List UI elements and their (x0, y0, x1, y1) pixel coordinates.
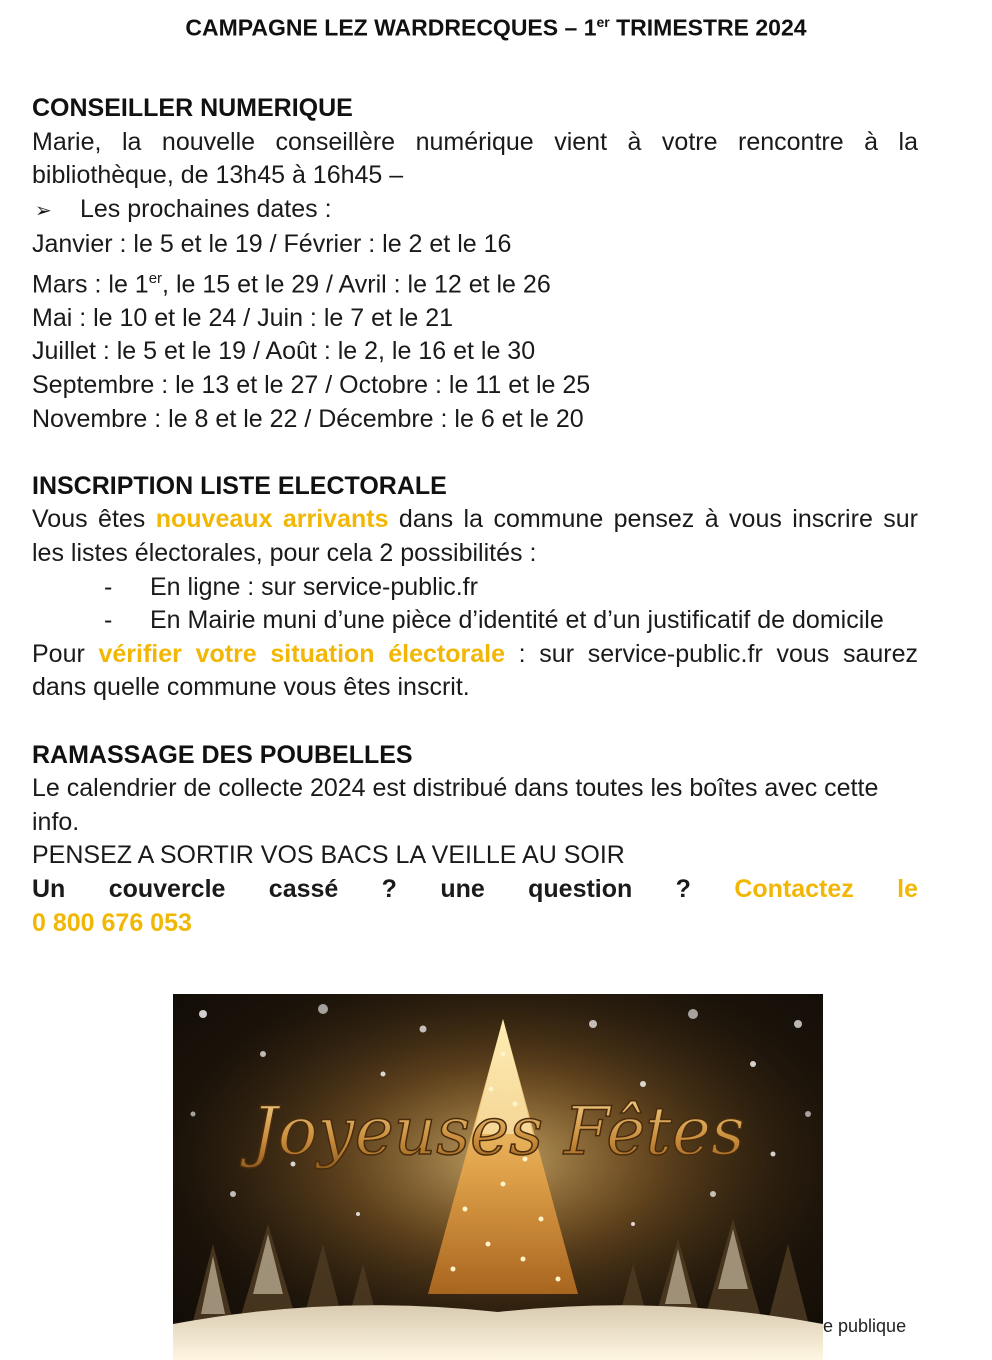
conseiller-intro: Marie, la nouvelle conseillère numérique vient à votre rencontre à la bibliothèque, de 13h45 à 16h45 – (32, 127, 918, 190)
dates-line-may-jun: Mai : le 10 et le 24 / Juin : le 7 et le 21 (32, 303, 454, 332)
highlight-nouveaux-arrivants: nouveaux arrivants (155, 505, 389, 534)
next-dates-label: Les prochaines dates : (80, 194, 332, 223)
contact-phone-number: 0 800 676 053 (32, 908, 192, 937)
list-item (32, 604, 918, 638)
inscription-options-list (32, 571, 918, 638)
list-item (32, 571, 918, 605)
dates-line-jul-aug: Juillet : le 5 et le 19 / Août : le 2, le 16 et le 30 (32, 337, 536, 366)
page-content (32, 92, 918, 940)
option-online: En ligne : sur service-public.fr (150, 572, 478, 601)
inscription-p1-end: dans la commune pensez à vous inscrire sur les listes électorales, pour cela 2 possibilités : (32, 505, 919, 568)
page-title-superscript: er (596, 14, 610, 30)
contact-highlight: Contactez le (734, 874, 918, 903)
ramassage-reminder: PENSEZ A SORTIR VOS BACS LA VEILLE AU SOIR (32, 841, 625, 870)
section-title-ramassage: RAMASSAGE DES POUBELLES (32, 740, 413, 769)
dates-mars-superscript: er (148, 269, 163, 287)
inscription-p1-start: Vous êtes (32, 505, 156, 534)
dates-mars-rest: , le 15 et le 29 / Avril : le 12 et le 26 (162, 270, 551, 299)
dates-mars-start: Mars : le 1 (32, 270, 149, 299)
page-title-tail: TRIMESTRE 2024 (609, 14, 807, 41)
dash-bullet: - (104, 606, 113, 635)
section-title-conseiller: CONSEILLER NUMERIQUE (32, 94, 353, 122)
highlight-verifier-situation: vérifier votre situation électorale (98, 639, 505, 668)
next-dates-bullet (32, 193, 918, 229)
footer-note: e publique (823, 1316, 907, 1336)
page-title-main: CAMPAGNE LEZ WARDRECQUES – 1 (185, 14, 597, 41)
inscription-paragraph-1 (32, 503, 918, 570)
section-title-inscription: INSCRIPTION LISTE ELECTORALE (32, 471, 447, 500)
snow-ground (173, 1305, 823, 1360)
dates-line-mar-apr (32, 262, 918, 302)
ramassage-calendar-text: Le calendrier de collecte 2024 est distribué dans toutes les boîtes avec cette info. (32, 774, 879, 836)
arrow-bullet-icon: ➢ (35, 199, 52, 222)
ramassage-contact-line (32, 873, 918, 907)
greeting-text: Joyeuses Fêtes (251, 1093, 745, 1170)
section-spacer (32, 436, 918, 470)
dates-line-sep-oct: Septembre : le 13 et le 27 / Octobre : le 11 et le 25 (32, 371, 591, 400)
holiday-greeting-image (173, 994, 823, 1360)
dates-line-jan-feb: Janvier : le 5 et le 19 / Février : le 2 et le 16 (32, 230, 512, 259)
option-mairie: En Mairie muni d’une pièce d’identité et d’un justificatif de domicile (150, 606, 884, 635)
contact-question: Un couvercle cassé ? une question ? (32, 874, 735, 903)
section-inscription-electorale (32, 470, 918, 705)
section-conseiller-numerique (32, 92, 918, 436)
inscription-p2-end: : sur service-public.fr vous saurez dans quelle commune vous êtes inscrit. (32, 639, 918, 702)
dash-bullet: - (104, 572, 113, 601)
christmas-tree-illustration (173, 994, 823, 1360)
inscription-p2-start: Pour (32, 639, 99, 668)
section-ramassage-poubelles (32, 739, 918, 941)
section-spacer (32, 705, 918, 739)
page-title (0, 14, 992, 42)
dates-line-nov-dec: Novembre : le 8 et le 22 / Décembre : le 6 et le 20 (32, 404, 584, 433)
inscription-paragraph-2 (32, 638, 918, 705)
